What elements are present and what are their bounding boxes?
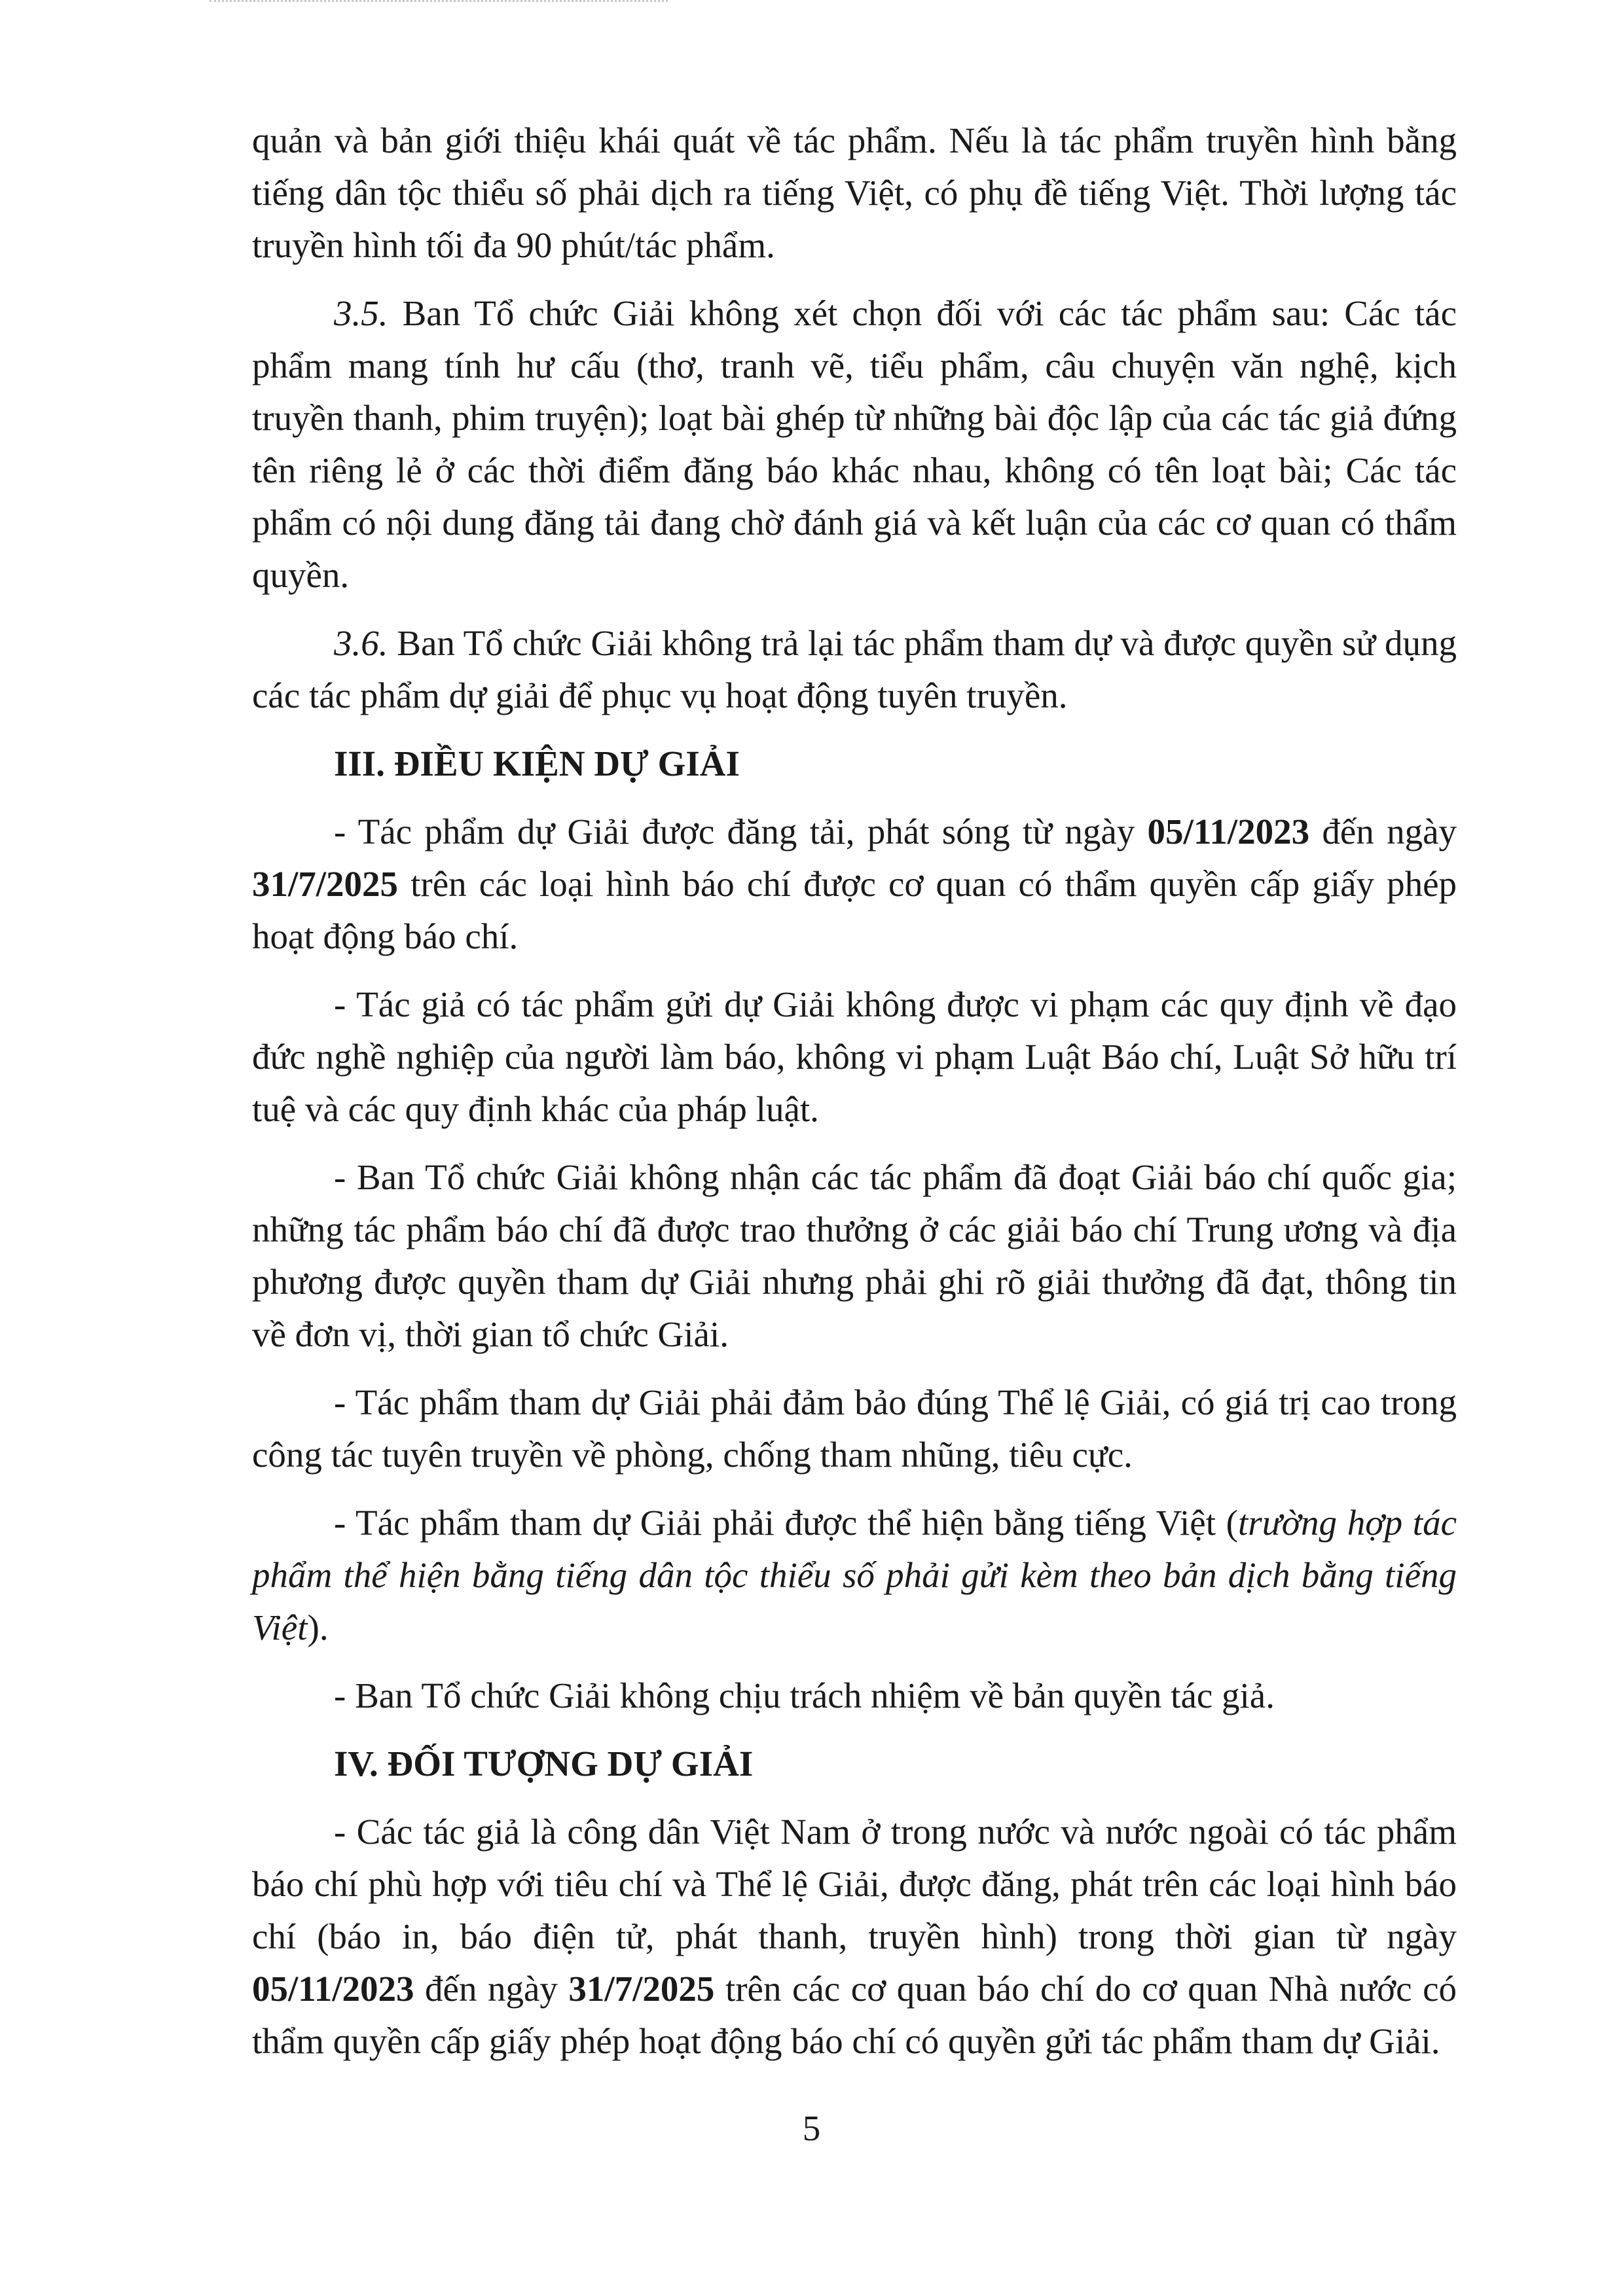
paragraph-3-6: [252, 617, 1457, 722]
document-body: [252, 115, 1457, 2083]
text-span: - Tác phẩm dự Giải được đăng tải, phát sóng từ ngày: [334, 812, 1148, 852]
paragraph-awarded-works: - Ban Tổ chức Giải không nhận các tác phẩm đã đoạt Giải báo chí quốc gia; những tác phẩm báo chí đã được trao thưởng ở các giải báo chí Trung ương và địa phương được quyền tham dự Giải nhưng phải ghi rõ giải thưởng đã đạt, thông tin về đơn vị, thời gian tổ chức Giải.: [252, 1157, 1457, 1354]
section-heading-iii: III. ĐIỀU KIỆN DỰ GIẢI: [334, 744, 740, 783]
paragraph-publish-period: [252, 806, 1457, 963]
paragraph-rules-compliance: - Tác phẩm tham dự Giải phải đảm bảo đúng Thể lệ Giải, có giá trị cao trong công tác tuyên truyền về phòng, chống tham nhũng, tiêu cực.: [252, 1382, 1457, 1475]
section-heading-iv: IV. ĐỐI TƯỢNG DỰ GIẢI: [334, 1744, 754, 1784]
page-number: 5: [802, 2108, 821, 2148]
scan-header-line: [210, 0, 668, 6]
item-number: 3.5.: [334, 293, 388, 333]
text-span: - Tác phẩm tham dự Giải phải được thể hiện bằng tiếng Việt (: [334, 1503, 1239, 1543]
paragraph-copyright: - Ban Tổ chức Giải không chịu trách nhiệm về bản quyền tác giả.: [334, 1676, 1275, 1715]
start-date: 05/11/2023: [252, 1969, 414, 2009]
end-date: 31/7/2025: [252, 864, 399, 904]
text-span: ).: [307, 1607, 329, 1647]
item-number: 3.6.: [334, 623, 388, 663]
paragraph-continuation: quản và bản giới thiệu khái quát về tác phẩm. Nếu là tác phẩm truyền hình bằng tiếng dân tộc thiểu số phải dịch ra tiếng Việt, có phụ đề tiếng Việt. Thời lượng tác truyền hình tối đa 90 phút/tác phẩm.: [252, 120, 1457, 265]
text-span: đến ngày: [414, 1969, 569, 2009]
paragraph-ethics: - Tác giả có tác phẩm gửi dự Giải không được vi phạm các quy định về đạo đức nghề nghiệp của người làm báo, không vi phạm Luật Báo chí, Luật Sở hữu trí tuệ và các quy định khác của pháp luật.: [252, 984, 1457, 1129]
text-span: trên các loại hình báo chí được cơ quan có thẩm quyền cấp giấy phép hoạt động báo chí.: [252, 864, 1457, 956]
paragraph-language: [252, 1497, 1457, 1654]
text-span: đến ngày: [1309, 812, 1457, 852]
paragraph-text: Ban Tổ chức Giải không trả lại tác phẩm tham dự và được quyền sử dụng các tác phẩm dự giải để phục vụ hoạt động tuyên truyền.: [252, 623, 1457, 715]
paragraph-3-5: [252, 287, 1457, 601]
paragraph-eligible-authors: [252, 1806, 1457, 2068]
text-span: trên các cơ quan báo chí do cơ quan Nhà nước có thẩm quyền cấp giấy phép hoạt động báo chí có quyền gửi tác phẩm tham dự Giải.: [252, 1969, 1457, 2061]
end-date: 31/7/2025: [568, 1969, 715, 2009]
italic-note: trường hợp tác phẩm thể hiện bằng tiếng dân tộc thiểu số phải gửi kèm theo bản dịch bằng tiếng Việt: [252, 1503, 1457, 1647]
start-date: 05/11/2023: [1147, 812, 1310, 852]
text-span: - Các tác giả là công dân Việt Nam ở trong nước và nước ngoài có tác phẩm báo chí phù hợp với tiêu chí và Thể lệ Giải, được đăng, phát trên các loại hình báo chí (báo in, báo điện tử, phát thanh, truyền hình) trong thời gian từ ngày: [252, 1812, 1457, 1956]
paragraph-text: Ban Tổ chức Giải không xét chọn đối với các tác phẩm sau: Các tác phẩm mang tính hư cấu (thơ, tranh vẽ, tiểu phẩm, câu chuyện văn nghệ, kịch truyền thanh, phim truyện); loạt bài ghép từ những bài độc lập của các tác giả đứng tên riêng lẻ ở các thời điểm đăng báo khác nhau, không có tên loạt bài; Các tác phẩm có nội dung đăng tải đang chờ đánh giá và kết luận của các cơ quan có thẩm quyền.: [252, 293, 1457, 595]
